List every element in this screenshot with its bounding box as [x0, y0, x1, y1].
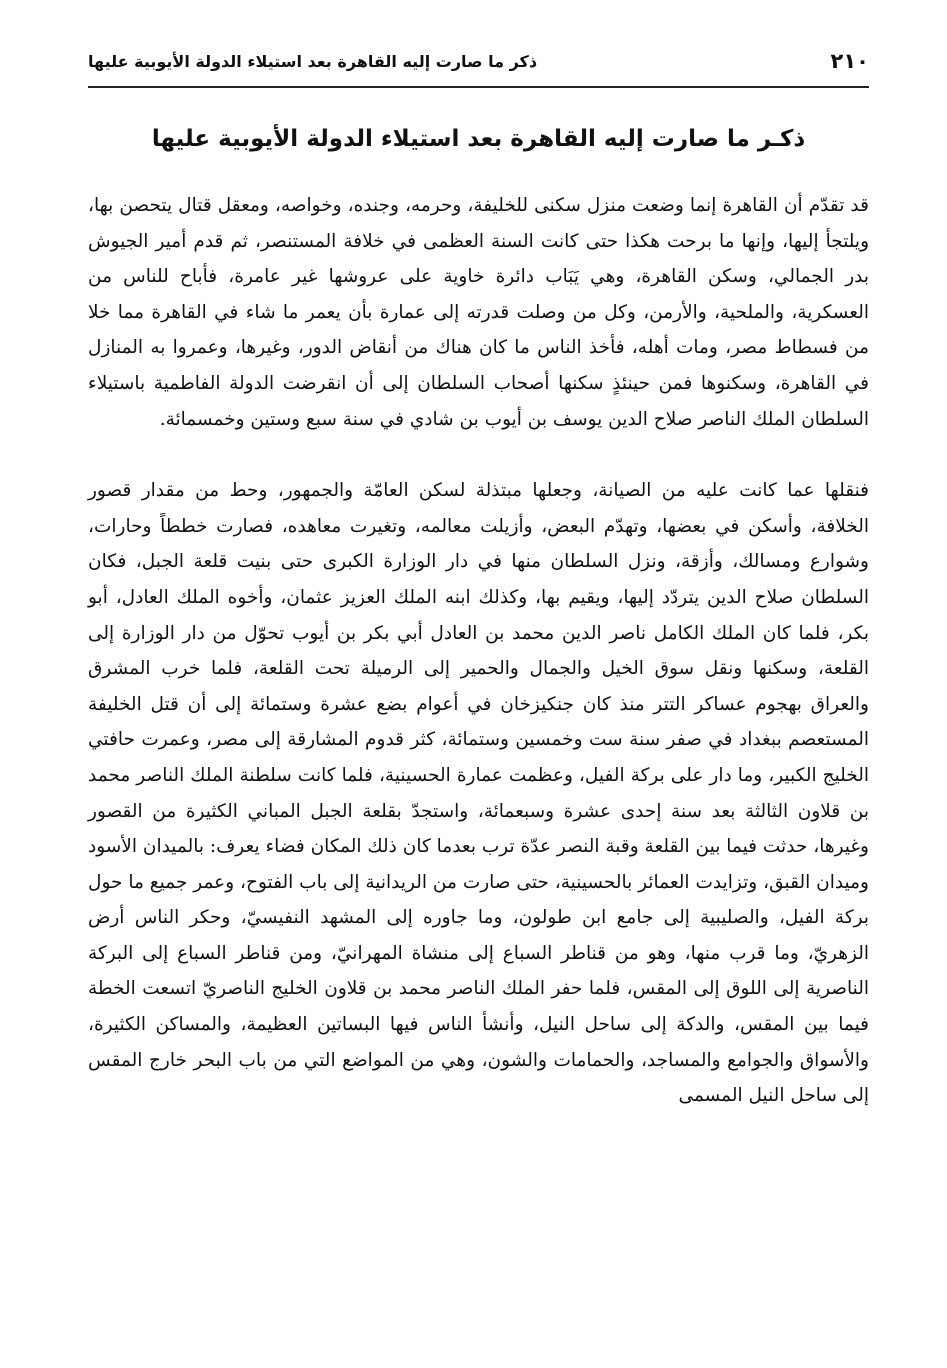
paragraph-spacer: [88, 437, 869, 473]
chapter-title: ذكـر ما صارت إليه القاهرة بعد استيلاء الدولة الأيوبية عليها: [151, 126, 806, 152]
paragraph-2: فنقلها عما كانت عليه من الصيانة، وجعلها مبتذلة لسكن العامّة والجمهور، وحط من مقدار قصور الخلافة، وأسكن في بعضها، وتهدّم البعض، وأزيلت معالمه، وتغيرت معاهده، فصارت خططاً وحارات، وشوارع ومسالك، وأزقة، ونزل السلطان منها في دار الوزارة الكبرى حتى بنيت قلعة الجبل، فكان السلطان صلاح الدين يتردّد إليها، ويقيم بها، وكذلك ابنه الملك العزيز عثمان، وأخوه الملك العادل، أبو بكر، فلما كان الملك الكامل ناصر الدين محمد بن العادل أبي بكر بن أيوب تحوّل من دار الوزارة إلى القلعة، وسكنها ونقل سوق الخيل والجمال والحمير إلى الرميلة تحت القلعة، فلما خرب المشرق والعراق بهجوم عساكر التتر منذ كان جنكيزخان في أعوام بضع عشرة وستمائة إلى أن قتل الخليفة المستعصم ببغداد في صفر سنة ست وخمسين وستمائة، كثر قدوم المشارقة إلى مصر، وعمرت حافتي الخليج الكبير، وما دار على بركة الفيل، وعظمت عمارة الحسينية، فلما كانت سلطنة الملك الناصر محمد بن قلاون الثالثة بعد سنة إحدى عشرة وسبعمائة، واستجدّ بقلعة الجبل المباني الكثيرة من القصور وغيرها، حدثت فيما بين القلعة وقبة النصر عدّة ترب بعدما كان ذلك المكان فضاء يعرف: بالميدان الأسود وميدان القبق، وتزايدت العمائر بالحسينية، حتى صارت من الريدانية إلى باب الفتوح، وعمر جميع ما حول بركة الفيل، والصليبية إلى جامع ابن طولون، وما جاوره إلى المشهد النفيسيّ، وحكر الناس أرض الزهريّ، وما قرب منها، وهو من قناطر السباع إلى منشاة المهرانيّ، ومن قناطر السباع إلى البركة الناصرية إلى اللوق إلى المقس، فلما حفر الملك الناصر محمد بن قلاون الخليج الناصريّ اتسعت الخطة فيما بين المقس، والدكة إلى ساحل النيل، وأنشأ الناس فيها البساتين العظيمة، والمساكن الكثيرة، والأسواق والجوامع والمساجد، والحمامات والشون، وهي من المواضع التي من باب البحر خارج المقس إلى ساحل النيل المسمى: [88, 480, 869, 1107]
running-header: [88, 44, 869, 78]
running-title: ذكر ما صارت إليه القاهرة بعد استيلاء الدولة الأيوبية عليها: [88, 51, 538, 71]
page-number: ٢١٠: [830, 49, 869, 73]
paragraph-1: قد تقدّم أن القاهرة إنما وضعت منزل سكنى للخليفة، وحرمه، وجنده، وخواصه، ومعقل قتال يتحصن بها، ويلتجأ إليها، وإنها ما برحت هكذا حتى كانت السنة العظمى في خلافة المستنصر، ثم قدم أمير الجيوش بدر الجمالي، وسكن القاهرة، وهي يَبَاب دائرة خاوية على عروشها غير عامرة، فأباح للناس من العسكرية، والملحية، والأرمن، وكل من وصلت قدرته إلى عمارة بأن يعمر ما شاء في القاهرة مما خلا من فسطاط مصر، ومات أهله، فأخذ الناس ما كان هناك من أنقاض الدور، وغيرها، وعمروا به المنازل في القاهرة، وسكنوها فمن حينئذٍ سكنها أصحاب السلطان إلى أن انقرضت الدولة الفاطمية باستيلاء السلطان الملك الناصر صلاح الدين يوسف بن أيوب بن شادي في سنة سبع وستين وخمسمائة.: [88, 195, 869, 430]
header-divider: [88, 86, 869, 88]
body-text: [88, 188, 869, 1114]
